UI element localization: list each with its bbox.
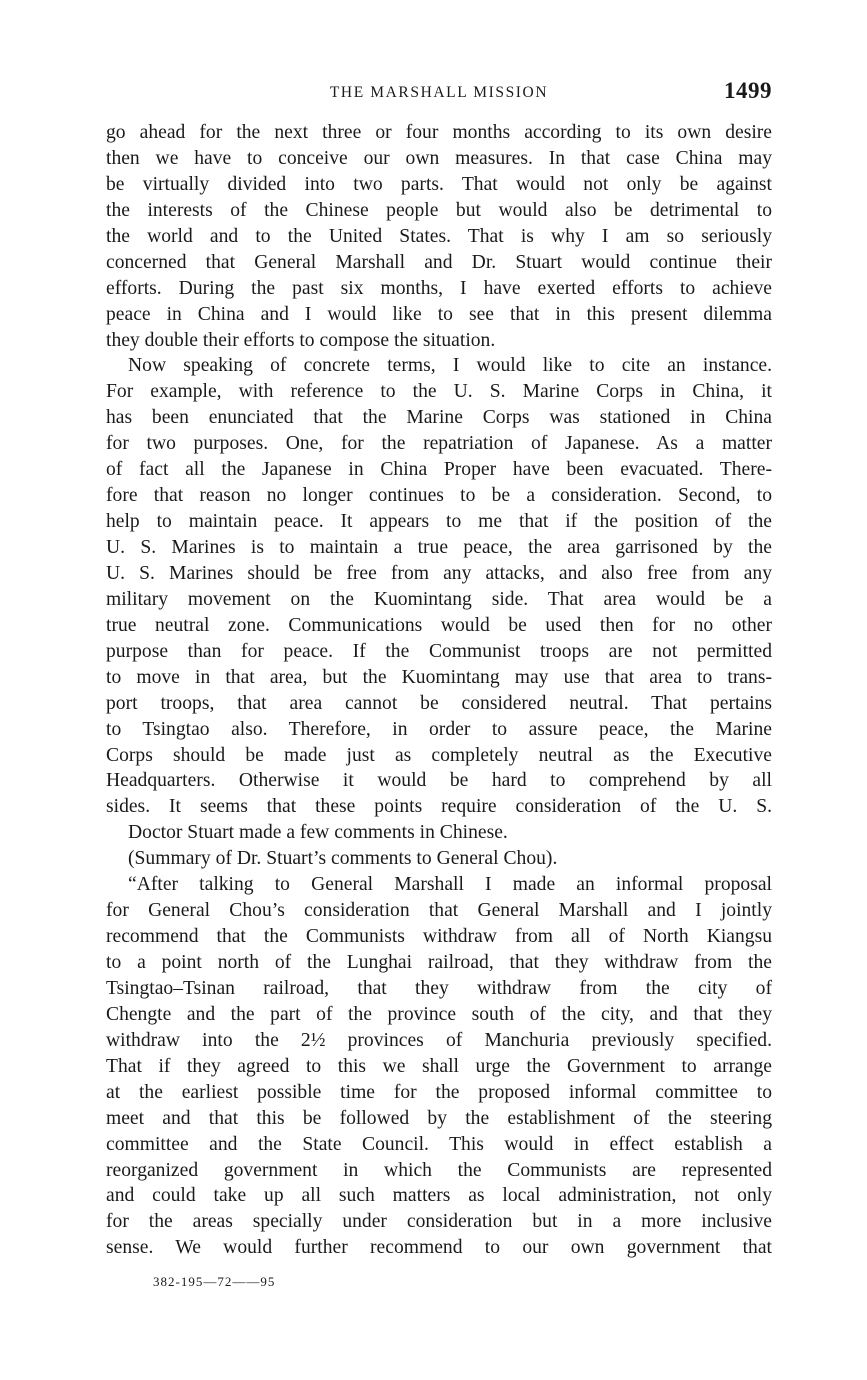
- text-line: fore that reason no longer continues to be a consideration. Second, to: [106, 485, 772, 507]
- text-line: For example, with reference to the U. S. Marine Corps in China, it: [106, 381, 772, 403]
- printer-signature-mark: 382-195—72——95: [153, 1274, 276, 1289]
- text-line: peace in China and I would like to see that in this present dilemma: [106, 303, 772, 325]
- text-line: committee and the State Council. This would in effect establish a: [106, 1133, 772, 1155]
- text-line: port troops, that area cannot be considered neutral. That pertains: [106, 692, 772, 714]
- text-line: to Tsingtao also. Therefore, in order to assure peace, the Marine: [106, 718, 772, 740]
- text-line: Doctor Stuart made a few comments in Chinese.: [128, 822, 508, 844]
- text-line: meet and that this be followed by the establishment of the steering: [106, 1107, 772, 1129]
- text-line: (Summary of Dr. Stuart’s comments to General Chou).: [128, 848, 558, 870]
- text-line: has been enunciated that the Marine Corps was stationed in China: [106, 407, 772, 429]
- text-line: and could take up all such matters as local administration, not only: [106, 1185, 772, 1207]
- text-line: U. S. Marines is to maintain a true peace, the area garrisoned by the: [106, 537, 772, 558]
- text-line: purpose than for peace. If the Communist troops are not permitted: [106, 640, 772, 662]
- text-line: Now speaking of concrete terms, I would like to cite an instance.: [128, 355, 772, 377]
- running-title: THE MARSHALL MISSION: [329, 84, 549, 101]
- text-line: help to maintain peace. It appears to me that if the position of the: [106, 511, 772, 533]
- text-line: efforts. During the past six months, I have exerted efforts to achieve: [106, 277, 772, 299]
- text-line: go ahead for the next three or four months according to its own desire: [106, 122, 772, 143]
- text-line: of fact all the Japanese in China Proper have been evacuated. There-: [106, 459, 772, 481]
- text-line: reorganized government in which the Communists are represented: [106, 1159, 772, 1181]
- text-line: sides. It seems that these points require consideration of the U. S.: [106, 796, 772, 818]
- text-line: Chengte and the part of the province south of the city, and that they: [106, 1003, 772, 1025]
- page-number: 1499: [724, 78, 772, 103]
- text-line: military movement on the Kuomintang side. That area would be a: [106, 588, 772, 610]
- text-line: true neutral zone. Communications would be used then for no other: [106, 614, 772, 636]
- text-line: the interests of the Chinese people but would also be detrimental to: [106, 199, 772, 221]
- text-line: at the earliest possible time for the proposed informal committee to: [106, 1081, 772, 1103]
- text-line: That if they agreed to this we shall urge the Government to arrange: [106, 1055, 772, 1077]
- text-line: to a point north of the Lunghai railroad, that they withdraw from the: [106, 952, 772, 973]
- text-line: Corps should be made just as completely neutral as the Executive: [106, 744, 772, 766]
- text-line: sense. We would further recommend to our own government that: [106, 1237, 772, 1259]
- text-line: “After talking to General Marshall I made an informal proposal: [128, 874, 772, 896]
- body-text: [106, 120, 772, 1261]
- text-line: U. S. Marines should be free from any attacks, and also free from any: [106, 562, 772, 584]
- text-line: then we have to conceive our own measures. In that case China may: [106, 147, 772, 169]
- text-line: be virtually divided into two parts. That would not only be against: [106, 173, 772, 195]
- text-line: they double their efforts to compose the situation.: [106, 329, 496, 351]
- text-line: to move in that area, but the Kuomintang may use that area to trans-: [106, 666, 772, 688]
- text-line: withdraw into the 2½ provinces of Manchuria previously specified.: [106, 1029, 772, 1051]
- text-line: concerned that General Marshall and Dr. Stuart would continue their: [106, 251, 772, 273]
- text-line: for the areas specially under consideration but in a more inclusive: [106, 1211, 772, 1233]
- text-line: for General Chou’s consideration that General Marshall and I jointly: [106, 900, 772, 922]
- text-line: Headquarters. Otherwise it would be hard to comprehend by all: [106, 770, 772, 792]
- text-line: for two purposes. One, for the repatriation of Japanese. As a matter: [106, 433, 772, 455]
- text-line: recommend that the Communists withdraw from all of North Kiangsu: [106, 926, 772, 948]
- running-header: [106, 80, 772, 108]
- text-line: Tsingtao–Tsinan railroad, that they withdraw from the city of: [106, 977, 772, 999]
- text-line: the world and to the United States. That is why I am so seriously: [106, 225, 772, 247]
